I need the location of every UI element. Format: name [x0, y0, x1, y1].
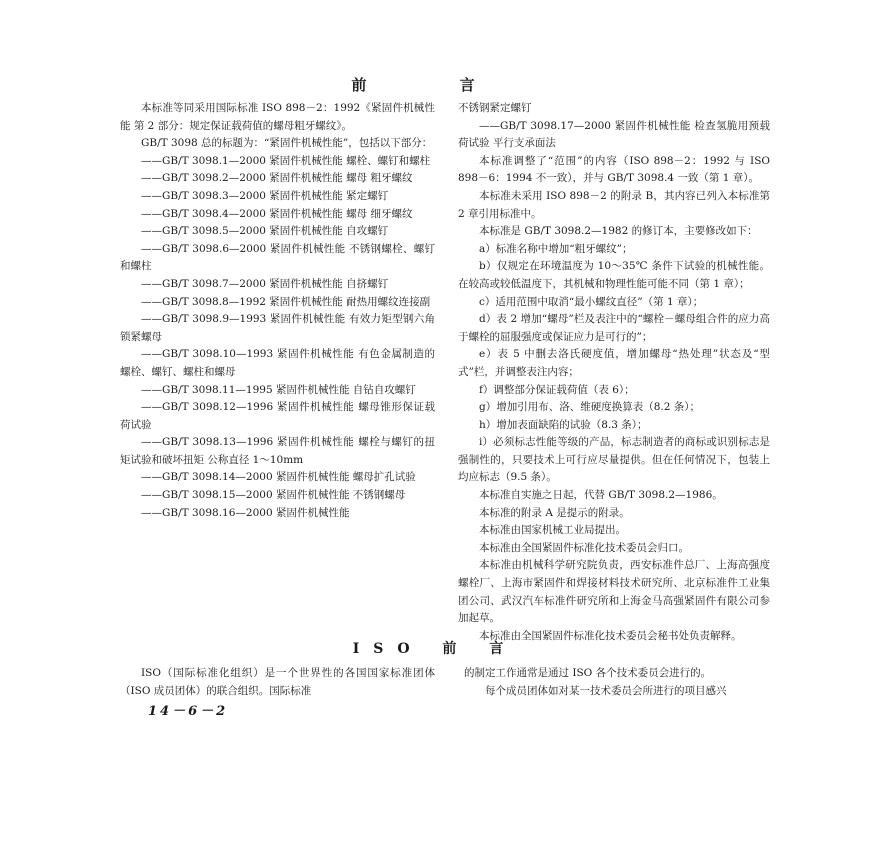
- list-item: ——GB/T 3098.15—2000 紧固件机械性能 不锈钢螺母: [141, 489, 406, 502]
- left-column: [120, 100, 435, 522]
- list-item: ——GB/T 3098.13—1996 紧固件机械性能 螺栓与螺钉的扭矩试验和破坏扭矩 公称直径 1～10mm: [120, 436, 435, 466]
- paragraph: e）表 5 中删去洛氏硬度值，增加螺母“热处理”状态及“型式”栏，并调整表注内容；: [458, 348, 770, 378]
- paragraph: 本标准由机械科学研究院负责，西安标准件总厂、上海高强度螺栓厂、上海市紧固件和焊接材料技术研究所、北京标准件工业集团公司、武汉汽车标准件研究所和上海金马高强紧固件有限公司参加起草。: [458, 559, 770, 625]
- list-item: ——GB/T 3098.3—2000 紧固件机械性能 紧定螺钉: [141, 189, 389, 202]
- list-item: ——GB/T 3098.5—2000 紧固件机械性能 自攻螺钉: [141, 225, 389, 238]
- paragraph: 本标准的附录 A 是提示的附录。: [479, 506, 630, 519]
- list-item: ——GB/T 3098.2—2000 紧固件机械性能 螺母 粗牙螺纹: [141, 172, 413, 185]
- paragraph: 本标准调整了“范围”的内容（ISO 898－2：1992 与 ISO 898－6：1994 不一致），并与 GB/T 3098.4 一致（第 1 章）。: [458, 154, 770, 185]
- paragraph: 本标准由国家机械工业局提出。: [479, 524, 626, 537]
- list-item: ——GB/T 3098.14—2000 紧固件机械性能 螺母扩孔试验: [141, 471, 416, 484]
- paragraph: 每个成员团体如对某一技术委员会所进行的项目感兴: [485, 685, 727, 697]
- paragraph: f）调整部分保证载荷值（表 6）；: [479, 383, 635, 396]
- paragraph: GB/T 3098 总的标题为：“紧固件机械性能”，包括以下部分：: [141, 137, 433, 150]
- paragraph: i）必须标志性能等级的产品，标志制造者的商标或识别标志是强制性的，只要技术上可行应尽量提供。但在任何情况下，包装上均应标志（9.5 条）。: [458, 436, 770, 484]
- page-title: 前 言: [351, 76, 519, 94]
- page-number: 14－6－2: [148, 704, 229, 719]
- paragraph: 的制定工作通常是通过 ISO 各个技术委员会进行的。: [464, 667, 712, 679]
- list-item: ——GB/T 3098.10—1993 紧固件机械性能 有色金属制造的螺栓、螺钉、螺柱和螺母: [120, 348, 435, 378]
- list-item: ——GB/T 3098.16—2000 紧固件机械性能: [141, 506, 350, 519]
- paragraph: a）标准名称中增加“粗牙螺纹”；: [479, 242, 633, 255]
- paragraph: 本标准是 GB/T 3098.2—1982 的修订本，主要修改如下：: [479, 225, 758, 238]
- paragraph: c）适用范围中取消“最小螺纹直径”（第 1 章）；: [479, 295, 704, 308]
- list-item: ——GB/T 3098.11—1995 紧固件机械性能 自钻自攻螺钉: [141, 383, 416, 396]
- list-item: ——GB/T 3098.6—2000 紧固件机械性能 不锈钢螺栓、螺钉和螺柱: [120, 242, 435, 273]
- iso-foreword-title: ISO 前 言: [352, 641, 518, 657]
- list-item: ——GB/T 3098.4—2000 紧固件机械性能 螺母 细牙螺纹: [141, 207, 413, 220]
- iso-right-column: [464, 664, 774, 700]
- iso-left-column: [120, 664, 435, 700]
- list-item: ——GB/T 3098.9—1993 紧固件机械性能 有效力矩型钢六角锁紧螺母: [120, 313, 435, 343]
- iso-paragraph: ISO（国际标准化组织）是一个世界性的各国国家标准团体（ISO 成员团体）的联合组织。国际标准: [120, 667, 435, 697]
- list-item: ——GB/T 3098.17—2000 紧固件机械性能 检查氢脆用预载荷试验 平行支承面法: [458, 119, 770, 150]
- paragraph: 本标准等同采用国际标准 ISO 898－2：1992《紧固件机械性能 第 2 部分：规定保证载荷值的螺母粗牙螺纹》。: [120, 102, 435, 132]
- paragraph: 本标准由全国紧固件标准化技术委员会归口。: [479, 541, 689, 554]
- paragraph: h）增加表面缺陷的试验（8.3 条）；: [479, 418, 648, 431]
- list-item: ——GB/T 3098.1—2000 紧固件机械性能 螺栓、螺钉和螺柱: [141, 154, 431, 167]
- paragraph: 本标准由全国紧固件标准化技术委员会秘书处负责解释。: [479, 629, 742, 642]
- list-item: ——GB/T 3098.8—1992 紧固件机械性能 耐热用螺纹连接副: [141, 295, 431, 308]
- paragraph: d）表 2 增加“螺母”栏及表注中的“螺栓－螺母组合件的应力高于螺栓的屈服强度或保证应力是可行的”；: [458, 313, 770, 343]
- paragraph: 本标准未采用 ISO 898－2 的附录 B，其内容已列入本标准第 2 章引用标准中。: [458, 189, 770, 220]
- paragraph: g）增加引用布、洛、维硬度换算表（8.2 条）；: [479, 401, 701, 414]
- paragraph: 不锈钢紧定螺钉: [458, 102, 532, 114]
- paragraph: 本标准自实施之日起，代替 GB/T 3098.2—1986。: [479, 489, 723, 502]
- paragraph: b）仅规定在环境温度为 10～35℃ 条件下试验的机械性能。在较高或较低温度下，其机械和物理性能可能不同（第 1 章）；: [458, 260, 770, 290]
- right-column: [458, 100, 770, 645]
- list-item: ——GB/T 3098.12—1996 紧固件机械性能 螺母锥形保证载荷试验: [120, 401, 435, 431]
- list-item: ——GB/T 3098.7—2000 紧固件机械性能 自挤螺钉: [141, 277, 389, 290]
